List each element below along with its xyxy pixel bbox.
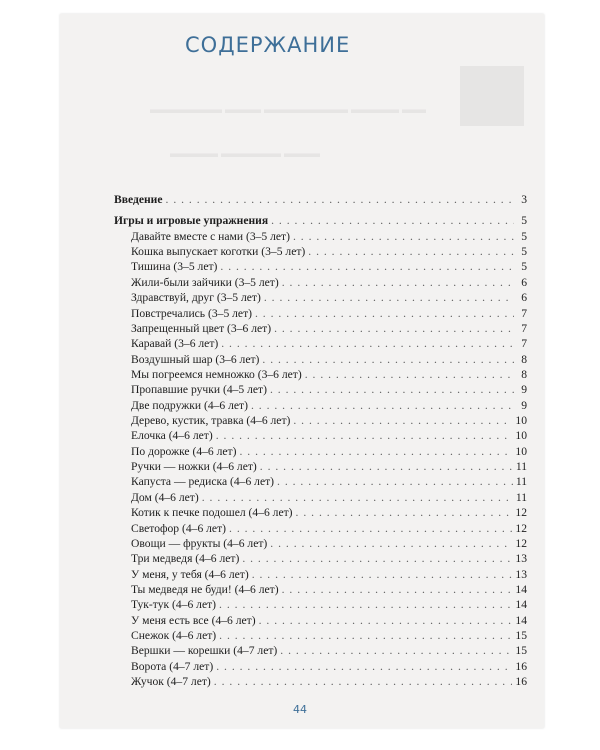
toc-page-number: 5	[521, 229, 527, 243]
toc-entry[interactable]	[114, 259, 527, 274]
toc-entry[interactable]	[114, 613, 527, 628]
toc-entry-title: Ручки — ножки (4–6 лет)	[131, 460, 257, 474]
toc-page-number: 9	[521, 398, 527, 412]
toc-entry-title: Котик к печке подошел (4–6 лет)	[131, 506, 293, 520]
dot-leader	[274, 321, 514, 336]
toc-entry[interactable]	[114, 567, 527, 582]
toc-entry-title: Повстречались (3–5 лет)	[131, 306, 252, 320]
toc-entry-title: Кошка выпускает коготки (3–5 лет)	[131, 245, 306, 259]
dot-leader	[216, 659, 512, 674]
table-of-contents	[114, 192, 527, 690]
toc-page-number: 5	[521, 245, 527, 259]
toc-entry[interactable]	[114, 290, 527, 305]
dot-leader	[219, 628, 512, 643]
dot-leader	[277, 474, 513, 489]
toc-entry-title: Пропавшие ручки (4–5 лет)	[131, 383, 267, 397]
toc-entry[interactable]	[114, 229, 527, 244]
toc-entry-title: У меня есть все (4–6 лет)	[131, 613, 256, 627]
toc-page-number: 5	[521, 260, 527, 274]
toc-page-number: 7	[521, 321, 527, 335]
dot-leader	[271, 213, 514, 228]
toc-entry[interactable]	[114, 582, 527, 597]
toc-page-number: 10	[515, 429, 527, 443]
toc-entry[interactable]	[114, 521, 527, 536]
toc-page-number: 6	[521, 291, 527, 305]
toc-entry-title: Елочка (4–6 лет)	[131, 429, 213, 443]
toc-entry-title: Две подружки (4–6 лет)	[131, 398, 248, 412]
toc-entry[interactable]	[114, 352, 527, 367]
toc-entry-title: Здравствуй, друг (3–5 лет)	[131, 291, 261, 305]
toc-entry[interactable]	[114, 444, 527, 459]
bleed-through-block	[460, 66, 524, 126]
toc-section[interactable]	[114, 192, 527, 207]
toc-entry-title: Жили-были зайчики (3–5 лет)	[131, 275, 279, 289]
toc-entry[interactable]	[114, 321, 527, 336]
dot-leader	[214, 674, 513, 689]
dot-leader	[202, 490, 513, 505]
toc-entry[interactable]	[114, 244, 527, 259]
toc-section[interactable]	[114, 213, 527, 228]
toc-page-number: 12	[515, 506, 527, 520]
toc-entry[interactable]	[114, 306, 527, 321]
toc-page-number: 16	[515, 659, 527, 673]
toc-entry[interactable]	[114, 367, 527, 382]
toc-page-number: 3	[521, 193, 527, 206]
toc-page-number: 12	[515, 521, 527, 535]
dot-leader	[293, 413, 512, 428]
toc-entry-title: Дом (4–6 лет)	[131, 490, 199, 504]
toc-page-number: 11	[515, 490, 527, 504]
toc-entry-title: Вершки — корешки (4–7 лет)	[131, 644, 278, 658]
toc-entry-title: По дорожке (4–6 лет)	[131, 444, 237, 458]
dot-leader	[166, 192, 514, 207]
toc-entry[interactable]	[114, 474, 527, 489]
toc-page-number: 11	[515, 460, 527, 474]
toc-entry-title: Капуста — редиска (4–6 лет)	[131, 475, 275, 489]
toc-entry[interactable]	[114, 459, 527, 474]
dot-leader	[308, 244, 514, 259]
toc-entry[interactable]	[114, 398, 527, 413]
toc-entry-title: Давайте вместе с нами (3–5 лет)	[131, 229, 290, 243]
toc-page-number: 8	[521, 352, 527, 366]
toc-page-number: 6	[521, 275, 527, 289]
toc-entry-title: Воздушный шар (3–6 лет)	[131, 352, 260, 366]
toc-entry[interactable]	[114, 628, 527, 643]
toc-entry[interactable]	[114, 536, 527, 551]
toc-entry[interactable]	[114, 674, 527, 689]
toc-page-number: 12	[515, 536, 527, 550]
toc-entry-title: Тук-тук (4–6 лет)	[131, 598, 217, 612]
toc-page-number: 9	[521, 383, 527, 397]
toc-entry-title: У меня, у тебя (4–6 лет)	[131, 567, 249, 581]
toc-page-number: 5	[521, 214, 527, 228]
dot-leader	[280, 643, 512, 658]
dot-leader	[264, 290, 514, 305]
dot-leader	[296, 505, 513, 520]
toc-entry-title: Каравай (3–6 лет)	[131, 337, 219, 351]
dot-leader	[220, 259, 514, 274]
toc-section-title: Введение	[114, 193, 163, 206]
toc-page-number: 14	[515, 598, 527, 612]
dot-leader	[293, 229, 514, 244]
toc-page-number: 14	[515, 582, 527, 596]
toc-page-number: 13	[515, 567, 527, 581]
dot-leader	[260, 459, 513, 474]
dot-leader	[255, 306, 514, 321]
toc-page-number: 15	[515, 629, 527, 643]
toc-entry-title: Снежок (4–6 лет)	[131, 629, 217, 643]
toc-entry[interactable]	[114, 382, 527, 397]
dot-leader	[221, 336, 514, 351]
toc-page-number: 10	[515, 444, 527, 458]
toc-entry-title: Тишина (3–5 лет)	[131, 260, 218, 274]
dot-leader	[259, 613, 513, 628]
toc-page-number: 13	[515, 552, 527, 566]
dot-leader	[282, 582, 513, 597]
page-number: 44	[293, 703, 307, 716]
dot-leader	[251, 398, 514, 413]
toc-entry-title: Ворота (4–7 лет)	[131, 659, 214, 673]
toc-entry[interactable]	[114, 428, 527, 443]
toc-page-number: 7	[521, 306, 527, 320]
dot-leader	[252, 567, 513, 582]
toc-page-number: 10	[515, 414, 527, 428]
toc-entry-title: Овощи — фрукты (4–6 лет)	[131, 536, 268, 550]
toc-entry[interactable]	[114, 643, 527, 658]
toc-page-number: 7	[521, 337, 527, 351]
dot-leader	[216, 428, 513, 443]
dot-leader	[239, 444, 512, 459]
toc-entry[interactable]	[114, 505, 527, 520]
dot-leader	[282, 275, 514, 290]
toc-entry[interactable]	[114, 413, 527, 428]
toc-page-number: 14	[515, 613, 527, 627]
toc-entry[interactable]	[114, 490, 527, 505]
toc-entry[interactable]	[114, 597, 527, 612]
dot-leader	[219, 597, 512, 612]
dot-leader	[242, 551, 512, 566]
toc-entry-title: Жучок (4–7 лет)	[131, 675, 211, 689]
toc-entry-title: Запрещенный цвет (3–6 лет)	[131, 321, 272, 335]
bleed-through-text: ▬▬▬▬▬▬ ▬▬▬ ▬▬▬▬▬▬▬ ▬▬▬▬ ▬▬	[150, 102, 426, 116]
dot-leader	[270, 382, 514, 397]
toc-page-number: 11	[515, 475, 527, 489]
toc-entry-title: Ты медведя не буди! (4–6 лет)	[131, 582, 279, 596]
toc-entry[interactable]	[114, 551, 527, 566]
toc-page-number: 8	[521, 367, 527, 381]
toc-page-number: 15	[515, 644, 527, 658]
toc-entry[interactable]	[114, 336, 527, 351]
dot-leader	[262, 352, 514, 367]
toc-entry[interactable]	[114, 275, 527, 290]
dot-leader	[229, 521, 512, 536]
dot-leader	[270, 536, 512, 551]
bleed-through-text: ▬▬▬▬ ▬▬▬▬▬ ▬▬▬	[170, 146, 320, 160]
toc-entry-title: Дерево, кустик, травка (4–6 лет)	[131, 414, 291, 428]
toc-entry-title: Светофор (4–6 лет)	[131, 521, 227, 535]
toc-entry-title: Мы погреемся немножко (3–6 лет)	[131, 367, 302, 381]
toc-page-number: 16	[515, 675, 527, 689]
toc-entry-title: Три медведя (4–6 лет)	[131, 552, 240, 566]
toc-section-title: Игры и игровые упражнения	[114, 214, 269, 228]
page-title: СОДЕРЖАНИЕ	[185, 33, 351, 57]
dot-leader	[305, 367, 514, 382]
toc-entry[interactable]	[114, 659, 527, 674]
